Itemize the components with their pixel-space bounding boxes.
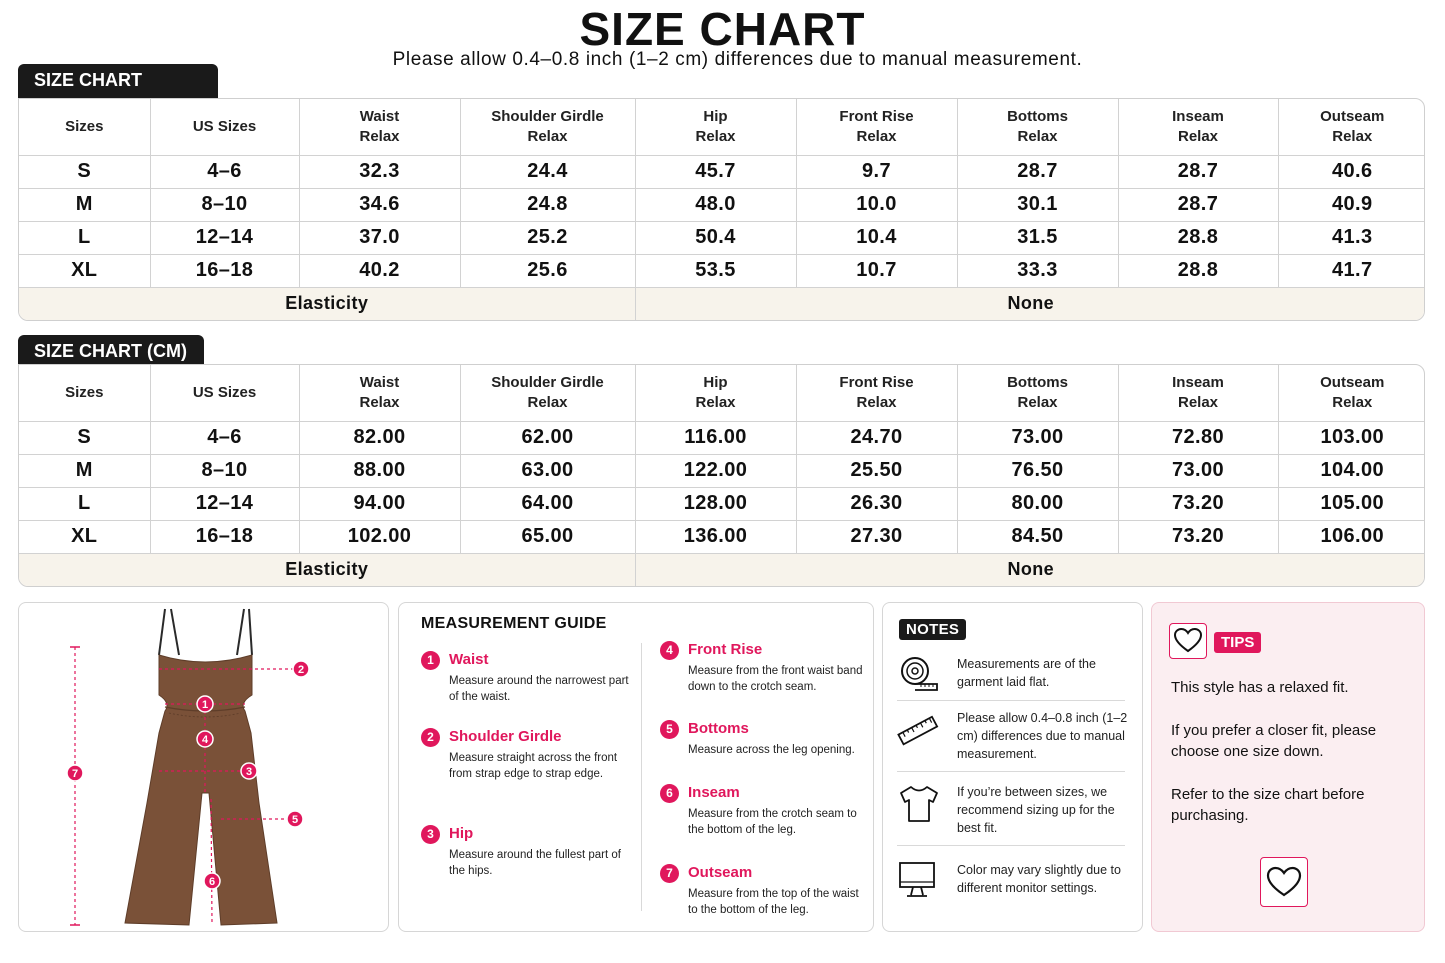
table-cell: 45.7 bbox=[635, 155, 796, 188]
table-cell: 104.00 bbox=[1278, 454, 1425, 487]
table-cell: 122.00 bbox=[635, 454, 796, 487]
ruler-icon bbox=[897, 709, 939, 749]
table-cell: 12–14 bbox=[150, 221, 299, 254]
cm-header-row bbox=[19, 365, 1425, 421]
table-cell: 31.5 bbox=[957, 221, 1118, 254]
notes-tag: NOTES bbox=[899, 619, 966, 640]
table-cell: S bbox=[19, 421, 150, 454]
column-header: Outseam Relax bbox=[1278, 365, 1425, 421]
column-header: Shoulder Girdle Relax bbox=[460, 365, 635, 421]
tape-measure-icon bbox=[897, 655, 939, 695]
table-cell: 41.3 bbox=[1278, 221, 1425, 254]
table-cell: 24.4 bbox=[460, 155, 635, 188]
cm-size-table bbox=[18, 364, 1425, 587]
marker-5 bbox=[287, 811, 303, 827]
table-cell: L bbox=[19, 487, 150, 520]
elasticity-value: None bbox=[635, 553, 1425, 586]
table-cell: 136.00 bbox=[635, 520, 796, 553]
marker-3 bbox=[241, 763, 257, 779]
table-cell: XL bbox=[19, 254, 150, 287]
table-cell: 37.0 bbox=[299, 221, 460, 254]
heart-icon bbox=[1169, 623, 1207, 659]
column-header: Sizes bbox=[19, 365, 150, 421]
table-cell: 40.2 bbox=[299, 254, 460, 287]
table-cell: 102.00 bbox=[299, 520, 460, 553]
jumpsuit-shape bbox=[125, 655, 277, 925]
elasticity-row bbox=[19, 287, 1425, 320]
column-header: Front Rise Relax bbox=[796, 365, 957, 421]
table-cell: 33.3 bbox=[957, 254, 1118, 287]
table-cell: 28.7 bbox=[957, 155, 1118, 188]
marker-6 bbox=[204, 873, 220, 889]
elasticity-row bbox=[19, 553, 1425, 586]
table-cell: 82.00 bbox=[299, 421, 460, 454]
garment-diagram-panel bbox=[18, 602, 389, 932]
table-cell: 65.00 bbox=[460, 520, 635, 553]
column-header: Front Rise Relax bbox=[796, 99, 957, 155]
table-cell: 72.80 bbox=[1118, 421, 1278, 454]
inch-size-table bbox=[18, 98, 1425, 321]
table-cell: 24.70 bbox=[796, 421, 957, 454]
table-cell: 41.7 bbox=[1278, 254, 1425, 287]
column-header: Inseam Relax bbox=[1118, 99, 1278, 155]
table-cell: 128.00 bbox=[635, 487, 796, 520]
table-cell: 34.6 bbox=[299, 188, 460, 221]
table-cell: 80.00 bbox=[957, 487, 1118, 520]
table-cell: 105.00 bbox=[1278, 487, 1425, 520]
jumpsuit-diagram bbox=[19, 603, 390, 933]
table-cell: 25.50 bbox=[796, 454, 957, 487]
table-cell: 28.8 bbox=[1118, 221, 1278, 254]
column-header: Bottoms Relax bbox=[957, 99, 1118, 155]
column-header: Waist Relax bbox=[299, 99, 460, 155]
column-header: Bottoms Relax bbox=[957, 365, 1118, 421]
table-cell: 73.00 bbox=[957, 421, 1118, 454]
table-row bbox=[19, 221, 1425, 254]
tip-refer-chart: Refer to the size chart before purchasing. bbox=[1171, 786, 1365, 824]
table-cell: 73.20 bbox=[1118, 487, 1278, 520]
table-cell: 63.00 bbox=[460, 454, 635, 487]
table-cell: 76.50 bbox=[957, 454, 1118, 487]
table-cell: 4–6 bbox=[150, 421, 299, 454]
marker-2 bbox=[293, 661, 309, 677]
marker-1 bbox=[197, 696, 213, 712]
column-header: Hip Relax bbox=[635, 99, 796, 155]
table-cell: 9.7 bbox=[796, 155, 957, 188]
column-header: Inseam Relax bbox=[1118, 365, 1278, 421]
column-header: US Sizes bbox=[150, 365, 299, 421]
table-cell: 16–18 bbox=[150, 254, 299, 287]
table-cell: 28.7 bbox=[1118, 155, 1278, 188]
table-cell: 28.8 bbox=[1118, 254, 1278, 287]
table-cell: 28.7 bbox=[1118, 188, 1278, 221]
svg-text:4: 4 bbox=[201, 734, 209, 746]
table-cell: 25.2 bbox=[460, 221, 635, 254]
table-row bbox=[19, 254, 1425, 287]
column-header: Outseam Relax bbox=[1278, 99, 1425, 155]
table-cell: 40.9 bbox=[1278, 188, 1425, 221]
elasticity-value: None bbox=[635, 287, 1425, 320]
table-row bbox=[19, 188, 1425, 221]
table-cell: 12–14 bbox=[150, 487, 299, 520]
tip-size-down: If you prefer a closer fit, please choose one size down. bbox=[1171, 722, 1377, 760]
column-header: Shoulder Girdle Relax bbox=[460, 99, 635, 155]
table-cell: 40.6 bbox=[1278, 155, 1425, 188]
table-row bbox=[19, 421, 1425, 454]
tip-relaxed-fit: This style has a relaxed fit. bbox=[1171, 679, 1349, 696]
column-header: Waist Relax bbox=[299, 365, 460, 421]
notes-divider bbox=[897, 845, 1125, 846]
svg-text:5: 5 bbox=[291, 814, 299, 826]
table-cell: 26.30 bbox=[796, 487, 957, 520]
table-cell: 32.3 bbox=[299, 155, 460, 188]
table-cell: L bbox=[19, 221, 150, 254]
elasticity-label: Elasticity bbox=[19, 287, 635, 320]
table-cell: M bbox=[19, 454, 150, 487]
table-cell: 94.00 bbox=[299, 487, 460, 520]
table-cell: 73.20 bbox=[1118, 520, 1278, 553]
column-header: Hip Relax bbox=[635, 365, 796, 421]
table-cell: XL bbox=[19, 520, 150, 553]
column-header: Sizes bbox=[19, 99, 150, 155]
table-row bbox=[19, 454, 1425, 487]
column-header: US Sizes bbox=[150, 99, 299, 155]
page-title: SIZE CHART bbox=[579, 3, 866, 55]
svg-text:1: 1 bbox=[201, 699, 209, 711]
table-cell: 62.00 bbox=[460, 421, 635, 454]
notes-panel: NOTES Measurements are of the garment laid flat. Please allow 0.4–0.8 inch (1–2 cm) differences due to manual measurement. If you’re between sizes, we recommend sizing up for the best fit. Color may vary slightly due to different monitor settings. bbox=[882, 602, 1143, 932]
guide-title: MEASUREMENT GUIDE bbox=[421, 615, 607, 632]
table-cell: 88.00 bbox=[299, 454, 460, 487]
table-cell: 116.00 bbox=[635, 421, 796, 454]
table-cell: 10.7 bbox=[796, 254, 957, 287]
table-cell: 10.4 bbox=[796, 221, 957, 254]
marker-4 bbox=[197, 731, 213, 747]
svg-text:7: 7 bbox=[71, 768, 79, 780]
svg-text:6: 6 bbox=[208, 876, 216, 888]
tips-tag: TIPS bbox=[1214, 632, 1261, 653]
table-row bbox=[19, 487, 1425, 520]
table-cell: 84.50 bbox=[957, 520, 1118, 553]
table-cell: 30.1 bbox=[957, 188, 1118, 221]
table-cell: 50.4 bbox=[635, 221, 796, 254]
table-cell: 64.00 bbox=[460, 487, 635, 520]
notes-divider bbox=[897, 771, 1125, 772]
notes-divider bbox=[897, 700, 1125, 701]
table-cell: M bbox=[19, 188, 150, 221]
table-cell: 106.00 bbox=[1278, 520, 1425, 553]
table-cell: 53.5 bbox=[635, 254, 796, 287]
monitor-icon bbox=[897, 861, 939, 901]
marker-7 bbox=[67, 765, 83, 781]
table-cell: 48.0 bbox=[635, 188, 796, 221]
table-row bbox=[19, 155, 1425, 188]
table-cell: 25.6 bbox=[460, 254, 635, 287]
tips-panel bbox=[1151, 602, 1425, 932]
heart-icon bbox=[1260, 857, 1308, 907]
table-cell: 73.00 bbox=[1118, 454, 1278, 487]
table-cell: 10.0 bbox=[796, 188, 957, 221]
measurement-guide-panel: MEASUREMENT GUIDE 1 Waist Measure around the narrowest part of the waist. 2 Shoulder Girdle Measure straight across the front from strap edge to strap edge. 3 Hip Measure around the fullest part of the hips. 4 Front Rise Measure from the front waist band down to the crotch seam. 5 Bottoms Measure across the leg opening. 6 Inseam Measure from the crotch seam to the bottom of the leg. 7 Outseam Measure from the top of the waist to the bottom of the leg. bbox=[398, 602, 874, 932]
table-cell: S bbox=[19, 155, 150, 188]
svg-text:3: 3 bbox=[245, 766, 253, 778]
table-cell: 24.8 bbox=[460, 188, 635, 221]
inch-header-row bbox=[19, 99, 1425, 155]
cm-chart-tab: SIZE CHART (CM) bbox=[18, 335, 204, 369]
tshirt-icon bbox=[897, 783, 939, 823]
table-cell: 8–10 bbox=[150, 454, 299, 487]
svg-text:2: 2 bbox=[297, 664, 305, 676]
table-cell: 27.30 bbox=[796, 520, 957, 553]
table-cell: 16–18 bbox=[150, 520, 299, 553]
table-row bbox=[19, 520, 1425, 553]
table-cell: 4–6 bbox=[150, 155, 299, 188]
guide-divider bbox=[641, 643, 642, 911]
page-subtitle: Please allow 0.4–0.8 inch (1–2 cm) differences due to manual measurement. bbox=[392, 49, 1083, 70]
table-cell: 103.00 bbox=[1278, 421, 1425, 454]
elasticity-label: Elasticity bbox=[19, 553, 635, 586]
inch-chart-tab: SIZE CHART bbox=[18, 64, 218, 98]
table-cell: 8–10 bbox=[150, 188, 299, 221]
